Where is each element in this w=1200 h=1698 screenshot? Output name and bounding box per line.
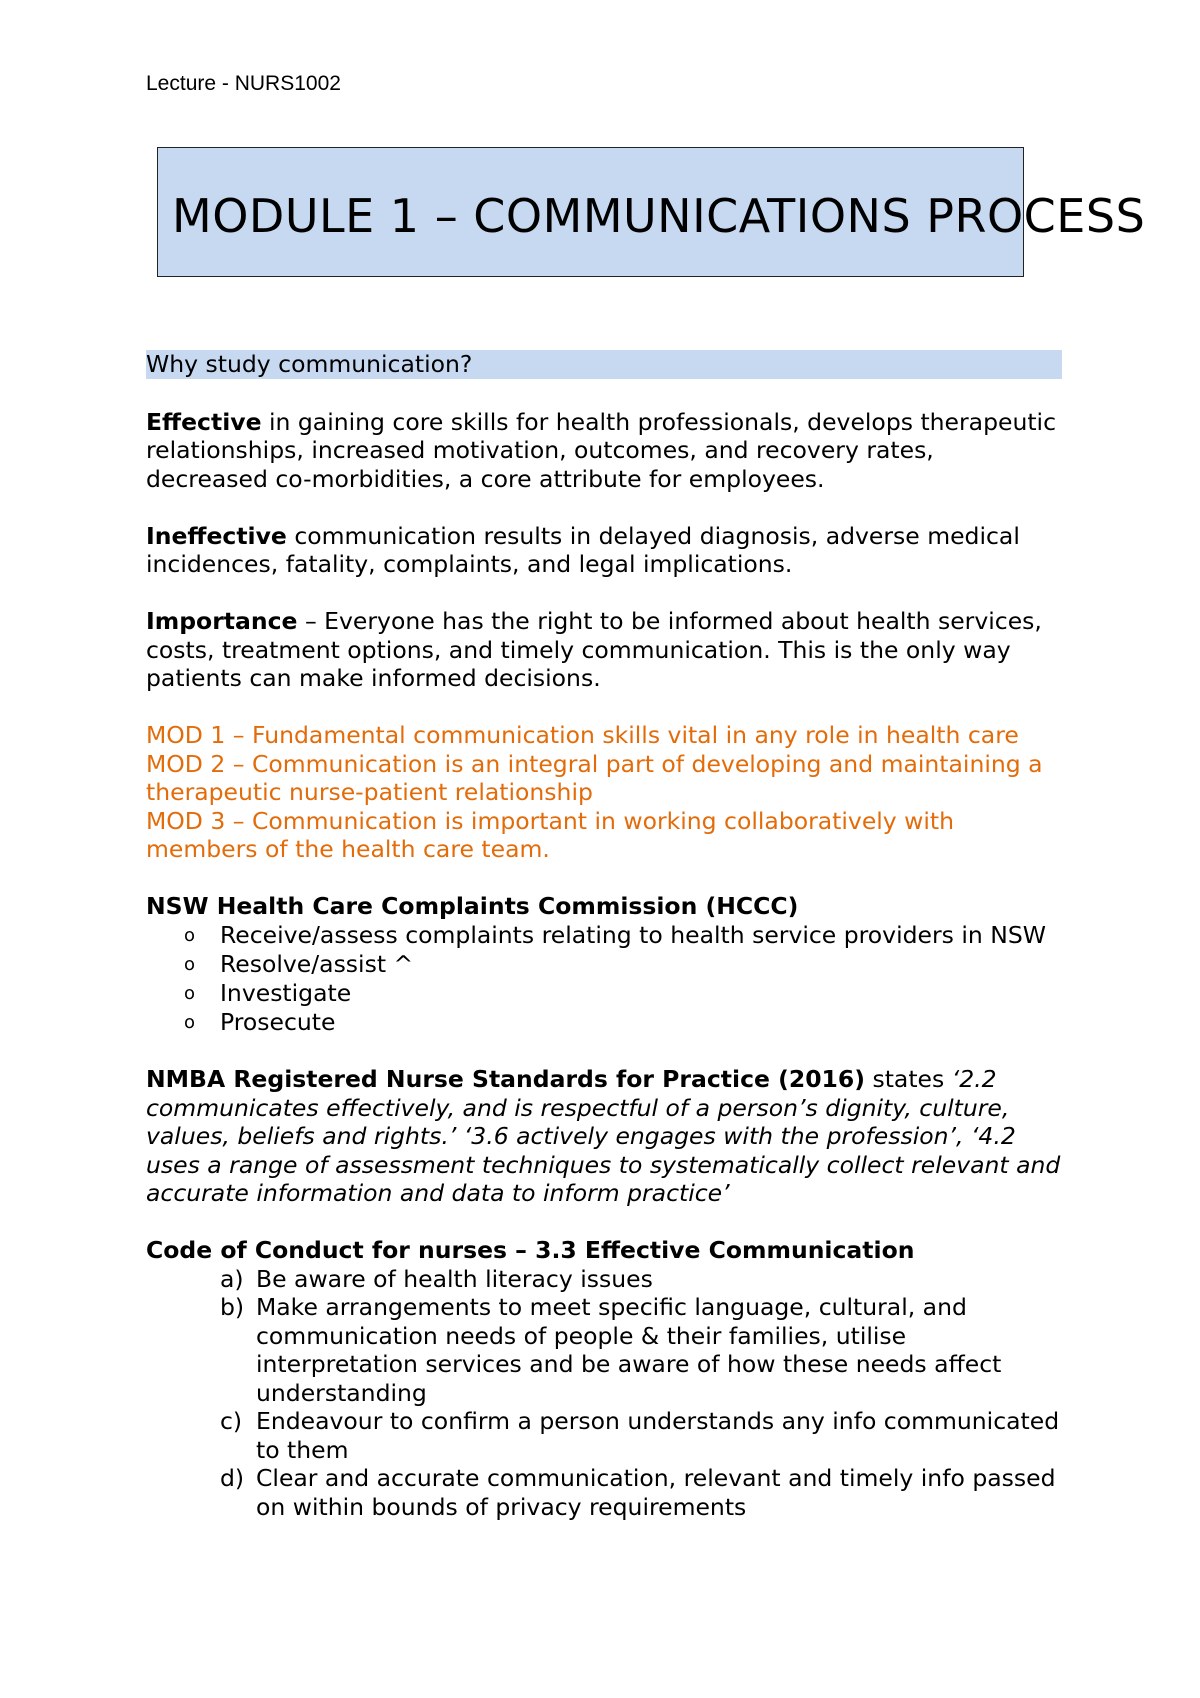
effective-paragraph	[146, 408, 1062, 494]
effective-text: in gaining core skills for health professionals, develops therapeutic relationships, increased motivation, outcomes, and recovery rates, decreased co-morbidities, a core attribute for employees.	[146, 407, 1057, 493]
list-item: a) Be aware of health literacy issues	[220, 1264, 653, 1293]
code-list	[146, 1265, 1062, 1522]
module-line-3: MOD 3 – Communication is important in working collaboratively with members of the health care team.	[146, 806, 955, 863]
list-item: c) Endeavour to confirm a person understands any info communicated to them	[220, 1407, 1060, 1464]
module-title: MODULE 1 – COMMUNICATIONS PROCESS	[172, 189, 1146, 243]
section-heading-why: Why study communication?	[146, 350, 1062, 379]
ineffective-lead: Ineffective	[146, 521, 287, 550]
hccc-list	[146, 921, 1062, 1037]
circle-bullet-icon: o	[184, 924, 196, 946]
circle-bullet-icon: o	[184, 982, 196, 1004]
list-item: o Receive/assess complaints relating to health service providers in NSW	[184, 920, 1046, 949]
list-item: o Investigate	[184, 978, 352, 1007]
circle-bullet-icon: o	[184, 953, 196, 975]
list-item: o Resolve/assist ^	[184, 949, 414, 978]
list-item: d) Clear and accurate communication, relevant and timely info passed on within bounds of privacy requirements	[220, 1464, 1056, 1521]
nmba-paragraph: NMBA Registered Nurse Standards for Practice (2016) states ‘2.2 communicates effectively, and is respectful of a person’s dignity, culture, values, beliefs and rights.’ ‘3.6 actively engages with the profession’, ‘4.2 uses a range of assessment techniques to systematically collect relevant and accurate information and data to inform practice’	[146, 1065, 1061, 1207]
effective-lead: Effective	[146, 407, 262, 436]
nmba-quote: ‘2.2 communicates effectively, and is respectful of a person’s dignity, culture, values, beliefs and rights.’ ‘3.6 actively engages with the profession’, ‘4.2 uses a range of assessment techniques to systematically collect relevant and accurate information and data to inform practice’	[146, 1065, 1061, 1207]
document-body	[146, 350, 1062, 1521]
ineffective-paragraph	[146, 522, 1062, 579]
importance-text: – Everyone has the right to be informed about health services, costs, treatment options, and timely communication. This is the only way patients can make informed decisions.	[146, 607, 1042, 692]
ineffective-text: communication results in delayed diagnosis, adverse medical incidences, fatality, complaints, and legal implications.	[146, 521, 1020, 578]
list-item: b) Make arrangements to meet specific language, cultural, and communication needs of people & their families, utilise interpretation services and be aware of how these needs affect understanding	[220, 1293, 1002, 1407]
importance-paragraph	[146, 607, 1062, 693]
nmba-lead: NMBA Registered Nurse Standards for Practice (2016)	[146, 1065, 865, 1093]
hccc-heading: NSW Health Care Complaints Commission (HCCC)	[146, 892, 799, 920]
code-heading: Code of Conduct for nurses – 3.3 Effective Communication	[146, 1236, 915, 1264]
circle-bullet-icon: o	[184, 1011, 196, 1033]
list-item: o Prosecute	[184, 1007, 336, 1036]
module-title-box	[157, 147, 1146, 277]
importance-lead: Importance	[146, 607, 298, 635]
module-line-2: MOD 2 – Communication is an integral part of developing and maintaining a therapeutic nurse-patient relationship	[146, 749, 1043, 806]
page-header: Lecture - NURS1002	[146, 72, 341, 95]
module-line-1: MOD 1 – Fundamental communication skills vital in any role in health care	[146, 721, 1019, 749]
